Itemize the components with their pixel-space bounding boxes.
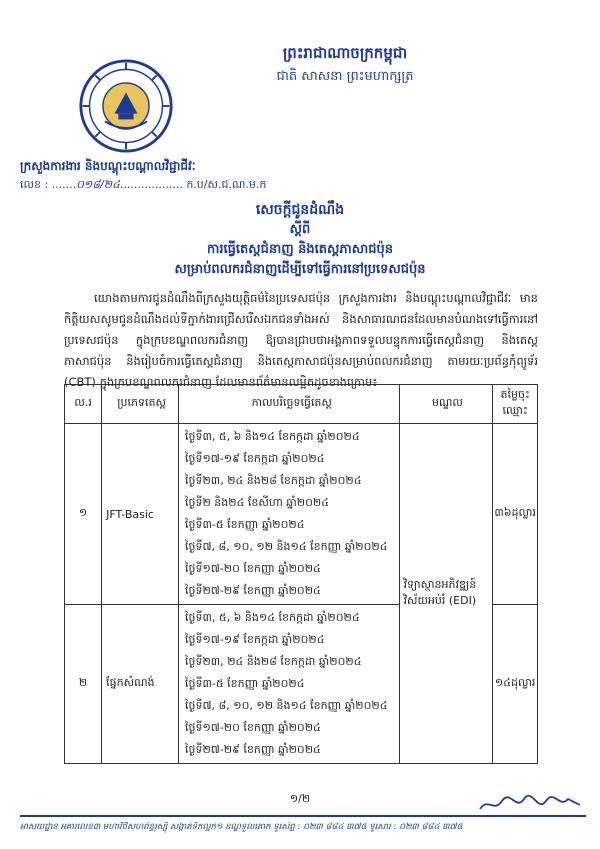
date-item: ថ្ងៃទី៧, ៨, ១០, ១២ និង១៤ ខែកញ្ញា ឆ្នាំ២០២៤: [185, 699, 388, 712]
header-center: មណ្ឌល: [399, 385, 493, 424]
subject-line-1: ការធ្វើតេស្ដជំនាញ និងតេស្ដភាសាជប៉ុន: [206, 242, 394, 257]
row-fee: ៣៦ដុល្លារ: [493, 424, 538, 605]
date-item: ថ្ងៃទី៣, ៥, ៦ និង១៤ ខែកក្កដា ឆ្នាំ២០២៤: [185, 430, 360, 443]
table-row: [65, 424, 538, 605]
document-type-title: សេចក្ដីជូនដំណឹង: [255, 202, 345, 218]
date-item: ថ្ងៃទី១៧-២០ ខែកញ្ញា ឆ្នាំ២០២៤: [185, 721, 321, 734]
date-item: ថ្ងៃទី៣-៥ ខែកញ្ញា ឆ្នាំ២០២៤: [185, 677, 305, 690]
row-dates: [179, 605, 399, 764]
reference-label: លេខ :: [20, 178, 49, 191]
handwritten-signature: [476, 793, 586, 815]
date-item: ថ្ងៃទី៣, ៥, ៦ និង១៤ ខែកក្កដា ឆ្នាំ២០២៤: [185, 611, 360, 624]
body-paragraph: យោងតាមការជូនដំណឹងពីក្រសួងយុត្តិធម៌នៃប្រទេសជប៉ុន ក្រសួងការងារ និងបណ្តុះបណ្តាលវិជ្ជាជីវៈ មានកិត្តិយសសូមជូនដំណឹងដល់ទីភ្នាក់ងារជ្រើសរើសឯកជនទាំងអស់ និងសាធារណជនដែលមានបំណងទៅធ្វើការនៅប្រទេសជប៉ុន ក្នុងក្របខណ្ឌពលករជំនាញ ឱ្យបានជ្រាបថាអង្គភាពទទួលបន្ទុកការធ្វើតេស្ដជំនាញ និងតេស្ដភាសាជប៉ុន និងរៀបចំការធ្វើតេស្ដជំនាញ និងតេស្ដភាសាជប៉ុនសម្រាប់ពលករជំនាញ តាមរយៈប្រព័ន្ធកុំព្យូទ័រ (CBT) ក្នុងក្របខណ្ឌពលករជំនាញ ដែលមានព័ត៌មានលម្អិតដូចខាងក្រោម៖: [64, 291, 538, 389]
table-header-row: [65, 385, 538, 424]
reference-suffix: ក.ប/ស.ជ.ណ.ម.ក: [186, 178, 267, 191]
row-test-type: JFT-Basic: [102, 424, 179, 605]
reference-number: ០១៨/២៤: [76, 178, 120, 191]
header-test-type: ប្រភេទតេស្ដ: [102, 385, 179, 424]
row-test-type: ផ្នែកសំណង់: [102, 605, 179, 764]
about-label: ស្ដីពី: [289, 222, 311, 237]
kingdom-heading: ព្រះរាជាណាចក្រកម្ពុជា: [282, 44, 408, 62]
row-dates: [179, 424, 399, 605]
reference-line: លេខ : .......០១៨/២៤.................. ក.ប/ស.ជ.ណ.ម.ក: [20, 178, 267, 191]
header-fee: តម្លៃចុះឈ្មោះ: [493, 385, 538, 424]
date-item: ថ្ងៃទី២៧-២៩ ខែកញ្ញា ឆ្នាំ២០២៤: [185, 743, 321, 756]
date-item: ថ្ងៃទី២៧-២៩ ខែកញ្ញា ឆ្នាំ២០២៤: [185, 584, 321, 597]
date-item: ថ្ងៃទី១៧-១៩ ខែកក្កដា ឆ្នាំ២០២៤: [185, 452, 325, 465]
page-number: ១/២: [289, 792, 311, 805]
footer-address: អាសយដ្ឋាន អគារលេខ៣ មហាវិថីសហព័ន្ធរុស្ស៊ី សង្កាត់ទឹកល្អក់១ ខណ្ឌទួលគោក ទូរស័ព្ទ : ០២៣ ៨៨៤ ៣៧៥ ទូរសារ : ០២៣ ៨៨៤ ៣៧៥: [20, 822, 463, 832]
test-center: វិទ្យាស្ថានអភិវឌ្ឍន៍ វិស័យអប់រំ (EDI): [399, 424, 493, 764]
date-item: ថ្ងៃទី៣-៥ ខែកញ្ញា ឆ្នាំ២០២៤: [185, 518, 305, 531]
ministry-seal-logo: [78, 58, 174, 154]
national-motto: ជាតិ សាសនា ព្រះមហាក្សត្រ: [276, 69, 414, 84]
row-no: ២: [65, 605, 102, 764]
footer-divider: [20, 815, 586, 817]
header-test-dates: កាលបរិច្ឆេទធ្វើតេស្ដ: [179, 385, 399, 424]
row-no: ១: [65, 424, 102, 605]
row-fee: ១៤ដុល្លារ: [493, 605, 538, 764]
ministry-name: ក្រសួងការងារ និងបណ្តុះបណ្តាលវិជ្ជាជីវៈ: [20, 159, 196, 173]
subject-line-2: សម្រាប់ពលករជំនាញដើម្បីទៅធ្វើការនៅប្រទេសជប៉ុន: [174, 262, 426, 277]
test-schedule-table: [64, 384, 538, 764]
date-item: ថ្ងៃទី២៣, ២៤ និង២៨ ខែកក្កដា ឆ្នាំ២០២៤: [185, 474, 362, 487]
date-item: ថ្ងៃទី២ និង២៤ ខែសីហា ឆ្នាំ២០២៤: [185, 496, 329, 509]
header-no: ល.រ: [65, 385, 102, 424]
date-item: ថ្ងៃទី៧, ៨, ១០, ១២ និង១៤ ខែកញ្ញា ឆ្នាំ២០២៤: [185, 540, 388, 553]
date-item: ថ្ងៃទី១៧-១៩ ខែកក្កដា ឆ្នាំ២០២៤: [185, 633, 325, 646]
date-item: ថ្ងៃទី២៣, ២៤ និង២៨ ខែកក្កដា ឆ្នាំ២០២៤: [185, 655, 362, 668]
date-item: ថ្ងៃទី១៧-២០ ខែកញ្ញា ឆ្នាំ២០២៤: [185, 562, 321, 575]
